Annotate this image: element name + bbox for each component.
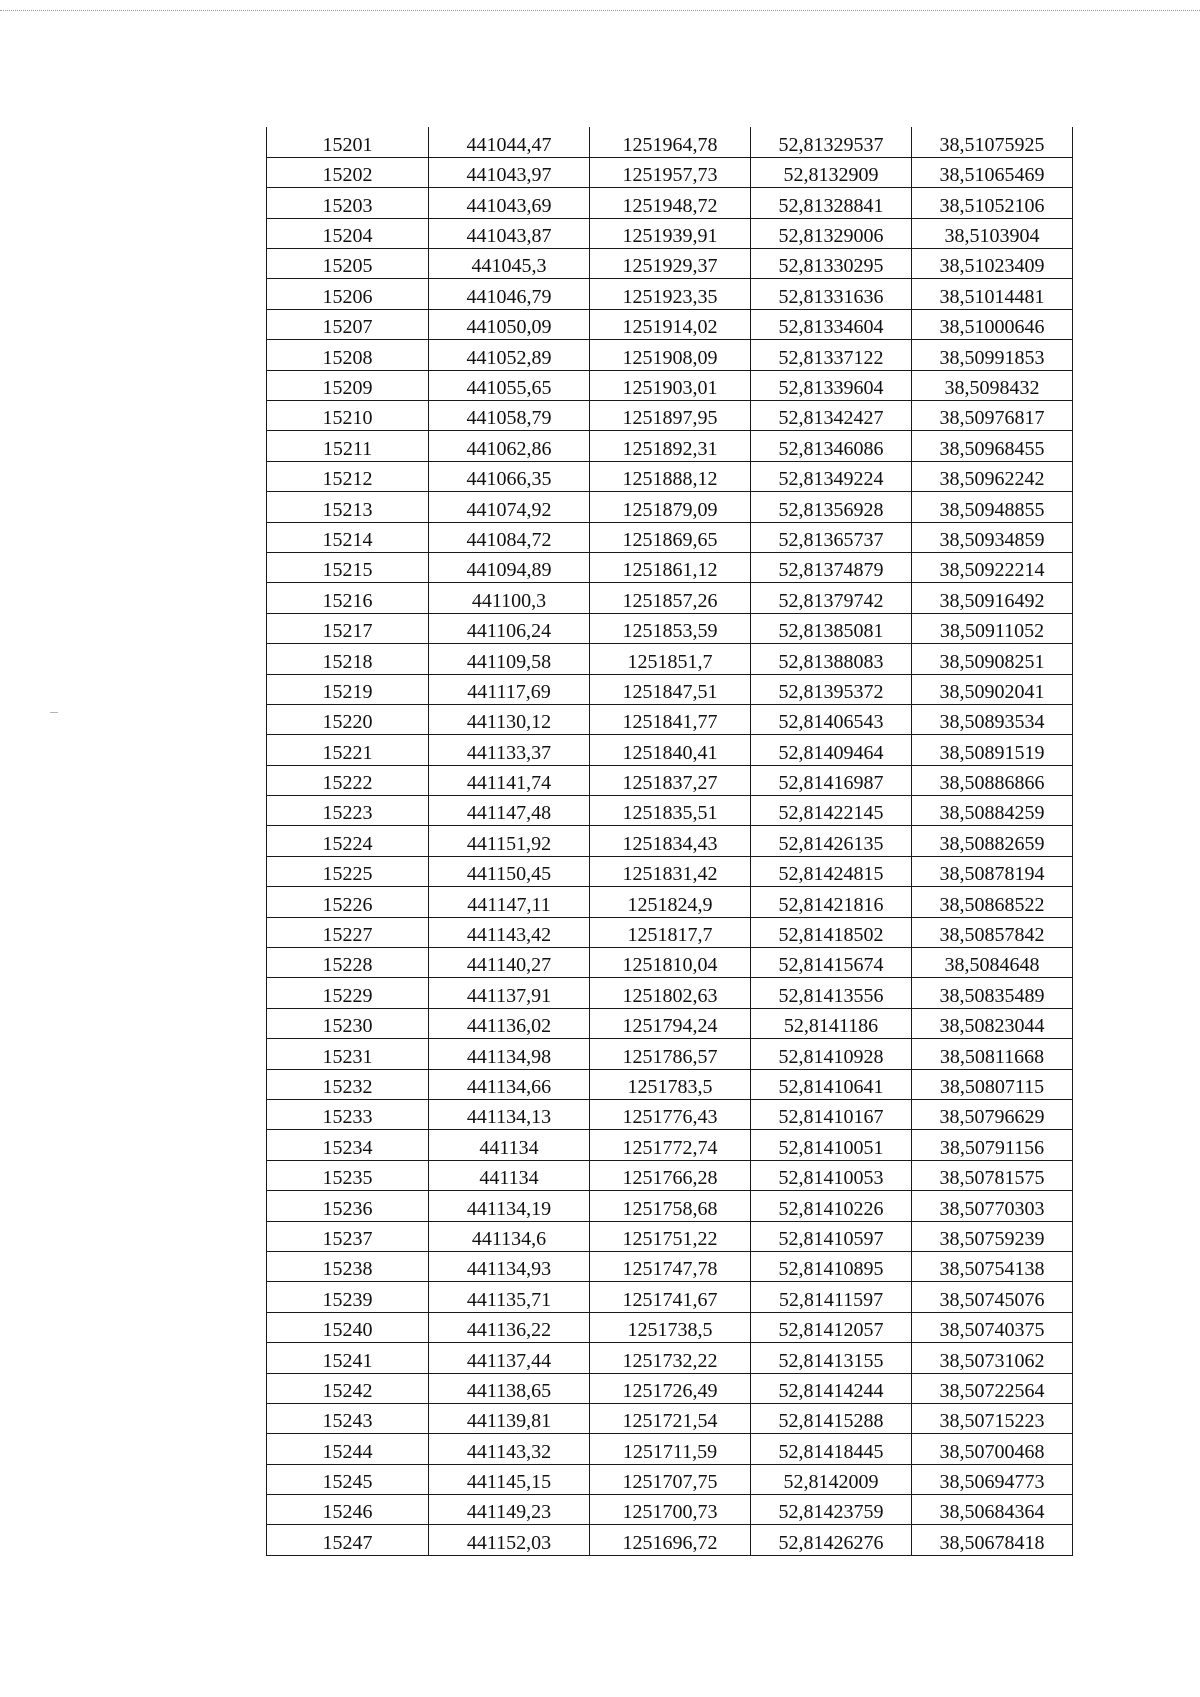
point-number-cell: 15236 bbox=[267, 1191, 429, 1221]
longitude-cell: 38,50991853 bbox=[912, 340, 1073, 370]
point-number-cell: 15221 bbox=[267, 735, 429, 765]
point-number-cell: 15242 bbox=[267, 1373, 429, 1403]
latitude-cell: 52,81410053 bbox=[751, 1160, 912, 1190]
longitude-cell: 38,50770303 bbox=[912, 1191, 1073, 1221]
latitude-cell: 52,81426135 bbox=[751, 826, 912, 856]
longitude-cell: 38,51000646 bbox=[912, 309, 1073, 339]
x-coordinate-cell: 441052,89 bbox=[429, 340, 590, 370]
table-row bbox=[267, 796, 1073, 826]
table-row bbox=[267, 249, 1073, 279]
table-row bbox=[267, 1373, 1073, 1403]
x-coordinate-cell: 441143,32 bbox=[429, 1434, 590, 1464]
table-row bbox=[267, 978, 1073, 1008]
point-number-cell: 15203 bbox=[267, 188, 429, 218]
longitude-cell: 38,51052106 bbox=[912, 188, 1073, 218]
point-number-cell: 15240 bbox=[267, 1312, 429, 1342]
point-number-cell: 15204 bbox=[267, 218, 429, 248]
latitude-cell: 52,81331636 bbox=[751, 279, 912, 309]
longitude-cell: 38,50891519 bbox=[912, 735, 1073, 765]
longitude-cell: 38,50976817 bbox=[912, 401, 1073, 431]
point-number-cell: 15235 bbox=[267, 1160, 429, 1190]
x-coordinate-cell: 441135,71 bbox=[429, 1282, 590, 1312]
table-row bbox=[267, 340, 1073, 370]
longitude-cell: 38,5103904 bbox=[912, 218, 1073, 248]
point-number-cell: 15206 bbox=[267, 279, 429, 309]
point-number-cell: 15215 bbox=[267, 552, 429, 582]
point-number-cell: 15245 bbox=[267, 1464, 429, 1494]
latitude-cell: 52,81334604 bbox=[751, 309, 912, 339]
latitude-cell: 52,81329537 bbox=[751, 127, 912, 157]
table-row bbox=[267, 1251, 1073, 1281]
point-number-cell: 15226 bbox=[267, 887, 429, 917]
table-row bbox=[267, 613, 1073, 643]
y-coordinate-cell: 1251914,02 bbox=[590, 309, 751, 339]
y-coordinate-cell: 1251851,7 bbox=[590, 644, 751, 674]
longitude-cell: 38,50781575 bbox=[912, 1160, 1073, 1190]
x-coordinate-cell: 441117,69 bbox=[429, 674, 590, 704]
table-row bbox=[267, 370, 1073, 400]
x-coordinate-cell: 441134,93 bbox=[429, 1251, 590, 1281]
y-coordinate-cell: 1251831,42 bbox=[590, 856, 751, 886]
longitude-cell: 38,50934859 bbox=[912, 522, 1073, 552]
x-coordinate-cell: 441130,12 bbox=[429, 704, 590, 734]
x-coordinate-cell: 441134,98 bbox=[429, 1039, 590, 1069]
point-number-cell: 15211 bbox=[267, 431, 429, 461]
table-row bbox=[267, 1495, 1073, 1525]
y-coordinate-cell: 1251758,68 bbox=[590, 1191, 751, 1221]
longitude-cell: 38,50715223 bbox=[912, 1403, 1073, 1433]
point-number-cell: 15241 bbox=[267, 1343, 429, 1373]
longitude-cell: 38,50878194 bbox=[912, 856, 1073, 886]
x-coordinate-cell: 441134 bbox=[429, 1130, 590, 1160]
point-number-cell: 15214 bbox=[267, 522, 429, 552]
latitude-cell: 52,81413155 bbox=[751, 1343, 912, 1373]
longitude-cell: 38,50882659 bbox=[912, 826, 1073, 856]
y-coordinate-cell: 1251783,5 bbox=[590, 1069, 751, 1099]
latitude-cell: 52,81410167 bbox=[751, 1100, 912, 1130]
longitude-cell: 38,51065469 bbox=[912, 157, 1073, 187]
longitude-cell: 38,50948855 bbox=[912, 492, 1073, 522]
x-coordinate-cell: 441046,79 bbox=[429, 279, 590, 309]
table-row bbox=[267, 309, 1073, 339]
latitude-cell: 52,81422145 bbox=[751, 796, 912, 826]
x-coordinate-cell: 441141,74 bbox=[429, 765, 590, 795]
x-coordinate-cell: 441134,6 bbox=[429, 1221, 590, 1251]
y-coordinate-cell: 1251948,72 bbox=[590, 188, 751, 218]
point-number-cell: 15220 bbox=[267, 704, 429, 734]
point-number-cell: 15219 bbox=[267, 674, 429, 704]
coordinates-table bbox=[266, 127, 1073, 1556]
y-coordinate-cell: 1251776,43 bbox=[590, 1100, 751, 1130]
x-coordinate-cell: 441066,35 bbox=[429, 461, 590, 491]
latitude-cell: 52,81412057 bbox=[751, 1312, 912, 1342]
point-number-cell: 15227 bbox=[267, 917, 429, 947]
y-coordinate-cell: 1251853,59 bbox=[590, 613, 751, 643]
latitude-cell: 52,81418445 bbox=[751, 1434, 912, 1464]
latitude-cell: 52,8141186 bbox=[751, 1008, 912, 1038]
point-number-cell: 15209 bbox=[267, 370, 429, 400]
y-coordinate-cell: 1251726,49 bbox=[590, 1373, 751, 1403]
table-row bbox=[267, 1160, 1073, 1190]
longitude-cell: 38,50916492 bbox=[912, 583, 1073, 613]
y-coordinate-cell: 1251929,37 bbox=[590, 249, 751, 279]
x-coordinate-cell: 441045,3 bbox=[429, 249, 590, 279]
latitude-cell: 52,81410226 bbox=[751, 1191, 912, 1221]
latitude-cell: 52,81426276 bbox=[751, 1525, 912, 1555]
table-row bbox=[267, 644, 1073, 674]
y-coordinate-cell: 1251834,43 bbox=[590, 826, 751, 856]
latitude-cell: 52,81406543 bbox=[751, 704, 912, 734]
longitude-cell: 38,5098432 bbox=[912, 370, 1073, 400]
x-coordinate-cell: 441152,03 bbox=[429, 1525, 590, 1555]
y-coordinate-cell: 1251794,24 bbox=[590, 1008, 751, 1038]
latitude-cell: 52,81328841 bbox=[751, 188, 912, 218]
table-row bbox=[267, 1191, 1073, 1221]
latitude-cell: 52,81410051 bbox=[751, 1130, 912, 1160]
table-row bbox=[267, 1434, 1073, 1464]
table-row bbox=[267, 1343, 1073, 1373]
table-row bbox=[267, 1525, 1073, 1555]
point-number-cell: 15234 bbox=[267, 1130, 429, 1160]
x-coordinate-cell: 441137,44 bbox=[429, 1343, 590, 1373]
y-coordinate-cell: 1251696,72 bbox=[590, 1525, 751, 1555]
latitude-cell: 52,81379742 bbox=[751, 583, 912, 613]
scan-top-edge bbox=[0, 10, 1200, 11]
point-number-cell: 15230 bbox=[267, 1008, 429, 1038]
point-number-cell: 15233 bbox=[267, 1100, 429, 1130]
table-row bbox=[267, 218, 1073, 248]
y-coordinate-cell: 1251711,59 bbox=[590, 1434, 751, 1464]
longitude-cell: 38,50811668 bbox=[912, 1039, 1073, 1069]
y-coordinate-cell: 1251840,41 bbox=[590, 735, 751, 765]
table-row bbox=[267, 704, 1073, 734]
point-number-cell: 15218 bbox=[267, 644, 429, 674]
y-coordinate-cell: 1251721,54 bbox=[590, 1403, 751, 1433]
longitude-cell: 38,50968455 bbox=[912, 431, 1073, 461]
point-number-cell: 15212 bbox=[267, 461, 429, 491]
point-number-cell: 15205 bbox=[267, 249, 429, 279]
y-coordinate-cell: 1251700,73 bbox=[590, 1495, 751, 1525]
table-row bbox=[267, 1130, 1073, 1160]
table-row bbox=[267, 461, 1073, 491]
table-row bbox=[267, 1069, 1073, 1099]
point-number-cell: 15229 bbox=[267, 978, 429, 1008]
table-row bbox=[267, 887, 1073, 917]
point-number-cell: 15246 bbox=[267, 1495, 429, 1525]
latitude-cell: 52,81424815 bbox=[751, 856, 912, 886]
x-coordinate-cell: 441050,09 bbox=[429, 309, 590, 339]
longitude-cell: 38,51023409 bbox=[912, 249, 1073, 279]
point-number-cell: 15213 bbox=[267, 492, 429, 522]
y-coordinate-cell: 1251879,09 bbox=[590, 492, 751, 522]
longitude-cell: 38,50886866 bbox=[912, 765, 1073, 795]
x-coordinate-cell: 441100,3 bbox=[429, 583, 590, 613]
longitude-cell: 38,50678418 bbox=[912, 1525, 1073, 1555]
table-row bbox=[267, 948, 1073, 978]
latitude-cell: 52,81395372 bbox=[751, 674, 912, 704]
table-row bbox=[267, 431, 1073, 461]
x-coordinate-cell: 441134,13 bbox=[429, 1100, 590, 1130]
longitude-cell: 38,50796629 bbox=[912, 1100, 1073, 1130]
y-coordinate-cell: 1251923,35 bbox=[590, 279, 751, 309]
x-coordinate-cell: 441140,27 bbox=[429, 948, 590, 978]
y-coordinate-cell: 1251939,91 bbox=[590, 218, 751, 248]
y-coordinate-cell: 1251751,22 bbox=[590, 1221, 751, 1251]
latitude-cell: 52,81423759 bbox=[751, 1495, 912, 1525]
longitude-cell: 38,50731062 bbox=[912, 1343, 1073, 1373]
y-coordinate-cell: 1251817,7 bbox=[590, 917, 751, 947]
latitude-cell: 52,81388083 bbox=[751, 644, 912, 674]
table-row bbox=[267, 401, 1073, 431]
y-coordinate-cell: 1251732,22 bbox=[590, 1343, 751, 1373]
longitude-cell: 38,50759239 bbox=[912, 1221, 1073, 1251]
latitude-cell: 52,81410597 bbox=[751, 1221, 912, 1251]
latitude-cell: 52,81385081 bbox=[751, 613, 912, 643]
x-coordinate-cell: 441143,42 bbox=[429, 917, 590, 947]
point-number-cell: 15223 bbox=[267, 796, 429, 826]
longitude-cell: 38,50962242 bbox=[912, 461, 1073, 491]
table-row bbox=[267, 1039, 1073, 1069]
y-coordinate-cell: 1251766,28 bbox=[590, 1160, 751, 1190]
longitude-cell: 38,50835489 bbox=[912, 978, 1073, 1008]
point-number-cell: 15224 bbox=[267, 826, 429, 856]
x-coordinate-cell: 441136,02 bbox=[429, 1008, 590, 1038]
table-row bbox=[267, 1403, 1073, 1433]
longitude-cell: 38,51014481 bbox=[912, 279, 1073, 309]
x-coordinate-cell: 441055,65 bbox=[429, 370, 590, 400]
point-number-cell: 15210 bbox=[267, 401, 429, 431]
y-coordinate-cell: 1251741,67 bbox=[590, 1282, 751, 1312]
longitude-cell: 38,50684364 bbox=[912, 1495, 1073, 1525]
table-row bbox=[267, 1221, 1073, 1251]
table-row bbox=[267, 279, 1073, 309]
latitude-cell: 52,81337122 bbox=[751, 340, 912, 370]
x-coordinate-cell: 441074,92 bbox=[429, 492, 590, 522]
point-number-cell: 15207 bbox=[267, 309, 429, 339]
y-coordinate-cell: 1251897,95 bbox=[590, 401, 751, 431]
x-coordinate-cell: 441139,81 bbox=[429, 1403, 590, 1433]
latitude-cell: 52,81410895 bbox=[751, 1251, 912, 1281]
x-coordinate-cell: 441084,72 bbox=[429, 522, 590, 552]
longitude-cell: 38,50911052 bbox=[912, 613, 1073, 643]
y-coordinate-cell: 1251908,09 bbox=[590, 340, 751, 370]
point-number-cell: 15232 bbox=[267, 1069, 429, 1099]
x-coordinate-cell: 441043,97 bbox=[429, 157, 590, 187]
latitude-cell: 52,81416987 bbox=[751, 765, 912, 795]
table-row bbox=[267, 735, 1073, 765]
point-number-cell: 15217 bbox=[267, 613, 429, 643]
table-row bbox=[267, 188, 1073, 218]
scan-mark bbox=[50, 712, 58, 713]
latitude-cell: 52,81409464 bbox=[751, 735, 912, 765]
x-coordinate-cell: 441044,47 bbox=[429, 127, 590, 157]
x-coordinate-cell: 441106,24 bbox=[429, 613, 590, 643]
x-coordinate-cell: 441134,66 bbox=[429, 1069, 590, 1099]
y-coordinate-cell: 1251869,65 bbox=[590, 522, 751, 552]
table-row bbox=[267, 674, 1073, 704]
longitude-cell: 38,50722564 bbox=[912, 1373, 1073, 1403]
latitude-cell: 52,81365737 bbox=[751, 522, 912, 552]
longitude-cell: 38,5084648 bbox=[912, 948, 1073, 978]
y-coordinate-cell: 1251857,26 bbox=[590, 583, 751, 613]
point-number-cell: 15201 bbox=[267, 127, 429, 157]
table-row bbox=[267, 856, 1073, 886]
latitude-cell: 52,81374879 bbox=[751, 552, 912, 582]
y-coordinate-cell: 1251861,12 bbox=[590, 552, 751, 582]
x-coordinate-cell: 441134 bbox=[429, 1160, 590, 1190]
latitude-cell: 52,81329006 bbox=[751, 218, 912, 248]
latitude-cell: 52,81410641 bbox=[751, 1069, 912, 1099]
y-coordinate-cell: 1251964,78 bbox=[590, 127, 751, 157]
point-number-cell: 15239 bbox=[267, 1282, 429, 1312]
y-coordinate-cell: 1251772,74 bbox=[590, 1130, 751, 1160]
longitude-cell: 38,50807115 bbox=[912, 1069, 1073, 1099]
table-row bbox=[267, 917, 1073, 947]
latitude-cell: 52,81414244 bbox=[751, 1373, 912, 1403]
latitude-cell: 52,81346086 bbox=[751, 431, 912, 461]
x-coordinate-cell: 441138,65 bbox=[429, 1373, 590, 1403]
longitude-cell: 38,50694773 bbox=[912, 1464, 1073, 1494]
y-coordinate-cell: 1251802,63 bbox=[590, 978, 751, 1008]
table-row bbox=[267, 1464, 1073, 1494]
table-row bbox=[267, 522, 1073, 552]
longitude-cell: 38,50754138 bbox=[912, 1251, 1073, 1281]
point-number-cell: 15216 bbox=[267, 583, 429, 613]
x-coordinate-cell: 441149,23 bbox=[429, 1495, 590, 1525]
y-coordinate-cell: 1251892,31 bbox=[590, 431, 751, 461]
point-number-cell: 15244 bbox=[267, 1434, 429, 1464]
y-coordinate-cell: 1251903,01 bbox=[590, 370, 751, 400]
point-number-cell: 15222 bbox=[267, 765, 429, 795]
y-coordinate-cell: 1251747,78 bbox=[590, 1251, 751, 1281]
x-coordinate-cell: 441043,69 bbox=[429, 188, 590, 218]
longitude-cell: 38,50823044 bbox=[912, 1008, 1073, 1038]
y-coordinate-cell: 1251847,51 bbox=[590, 674, 751, 704]
point-number-cell: 15238 bbox=[267, 1251, 429, 1281]
longitude-cell: 38,50791156 bbox=[912, 1130, 1073, 1160]
table-row bbox=[267, 1282, 1073, 1312]
x-coordinate-cell: 441062,86 bbox=[429, 431, 590, 461]
y-coordinate-cell: 1251837,27 bbox=[590, 765, 751, 795]
latitude-cell: 52,81415674 bbox=[751, 948, 912, 978]
longitude-cell: 38,50902041 bbox=[912, 674, 1073, 704]
longitude-cell: 38,50893534 bbox=[912, 704, 1073, 734]
coordinates-table-body bbox=[267, 127, 1073, 1555]
point-number-cell: 15208 bbox=[267, 340, 429, 370]
table-row bbox=[267, 765, 1073, 795]
longitude-cell: 38,51075925 bbox=[912, 127, 1073, 157]
y-coordinate-cell: 1251835,51 bbox=[590, 796, 751, 826]
latitude-cell: 52,81421816 bbox=[751, 887, 912, 917]
latitude-cell: 52,81339604 bbox=[751, 370, 912, 400]
latitude-cell: 52,8142009 bbox=[751, 1464, 912, 1494]
x-coordinate-cell: 441133,37 bbox=[429, 735, 590, 765]
point-number-cell: 15202 bbox=[267, 157, 429, 187]
x-coordinate-cell: 441043,87 bbox=[429, 218, 590, 248]
point-number-cell: 15243 bbox=[267, 1403, 429, 1433]
latitude-cell: 52,81415288 bbox=[751, 1403, 912, 1433]
longitude-cell: 38,50868522 bbox=[912, 887, 1073, 917]
y-coordinate-cell: 1251888,12 bbox=[590, 461, 751, 491]
x-coordinate-cell: 441134,19 bbox=[429, 1191, 590, 1221]
latitude-cell: 52,81418502 bbox=[751, 917, 912, 947]
table-row bbox=[267, 583, 1073, 613]
x-coordinate-cell: 441136,22 bbox=[429, 1312, 590, 1342]
x-coordinate-cell: 441137,91 bbox=[429, 978, 590, 1008]
x-coordinate-cell: 441109,58 bbox=[429, 644, 590, 674]
longitude-cell: 38,50740375 bbox=[912, 1312, 1073, 1342]
x-coordinate-cell: 441058,79 bbox=[429, 401, 590, 431]
x-coordinate-cell: 441150,45 bbox=[429, 856, 590, 886]
x-coordinate-cell: 441094,89 bbox=[429, 552, 590, 582]
table-row bbox=[267, 157, 1073, 187]
point-number-cell: 15247 bbox=[267, 1525, 429, 1555]
longitude-cell: 38,50884259 bbox=[912, 796, 1073, 826]
latitude-cell: 52,81342427 bbox=[751, 401, 912, 431]
y-coordinate-cell: 1251707,75 bbox=[590, 1464, 751, 1494]
y-coordinate-cell: 1251786,57 bbox=[590, 1039, 751, 1069]
y-coordinate-cell: 1251841,77 bbox=[590, 704, 751, 734]
x-coordinate-cell: 441147,11 bbox=[429, 887, 590, 917]
point-number-cell: 15231 bbox=[267, 1039, 429, 1069]
point-number-cell: 15225 bbox=[267, 856, 429, 886]
longitude-cell: 38,50745076 bbox=[912, 1282, 1073, 1312]
latitude-cell: 52,81356928 bbox=[751, 492, 912, 522]
table-row bbox=[267, 127, 1073, 157]
table-row bbox=[267, 1008, 1073, 1038]
y-coordinate-cell: 1251738,5 bbox=[590, 1312, 751, 1342]
latitude-cell: 52,81411597 bbox=[751, 1282, 912, 1312]
y-coordinate-cell: 1251957,73 bbox=[590, 157, 751, 187]
longitude-cell: 38,50922214 bbox=[912, 552, 1073, 582]
x-coordinate-cell: 441147,48 bbox=[429, 796, 590, 826]
latitude-cell: 52,81413556 bbox=[751, 978, 912, 1008]
table-row bbox=[267, 1312, 1073, 1342]
y-coordinate-cell: 1251824,9 bbox=[590, 887, 751, 917]
table-row bbox=[267, 826, 1073, 856]
table-row bbox=[267, 552, 1073, 582]
point-number-cell: 15228 bbox=[267, 948, 429, 978]
x-coordinate-cell: 441151,92 bbox=[429, 826, 590, 856]
point-number-cell: 15237 bbox=[267, 1221, 429, 1251]
y-coordinate-cell: 1251810,04 bbox=[590, 948, 751, 978]
latitude-cell: 52,81349224 bbox=[751, 461, 912, 491]
latitude-cell: 52,8132909 bbox=[751, 157, 912, 187]
latitude-cell: 52,81330295 bbox=[751, 249, 912, 279]
longitude-cell: 38,50700468 bbox=[912, 1434, 1073, 1464]
x-coordinate-cell: 441145,15 bbox=[429, 1464, 590, 1494]
latitude-cell: 52,81410928 bbox=[751, 1039, 912, 1069]
longitude-cell: 38,50857842 bbox=[912, 917, 1073, 947]
table-row bbox=[267, 492, 1073, 522]
table-row bbox=[267, 1100, 1073, 1130]
longitude-cell: 38,50908251 bbox=[912, 644, 1073, 674]
